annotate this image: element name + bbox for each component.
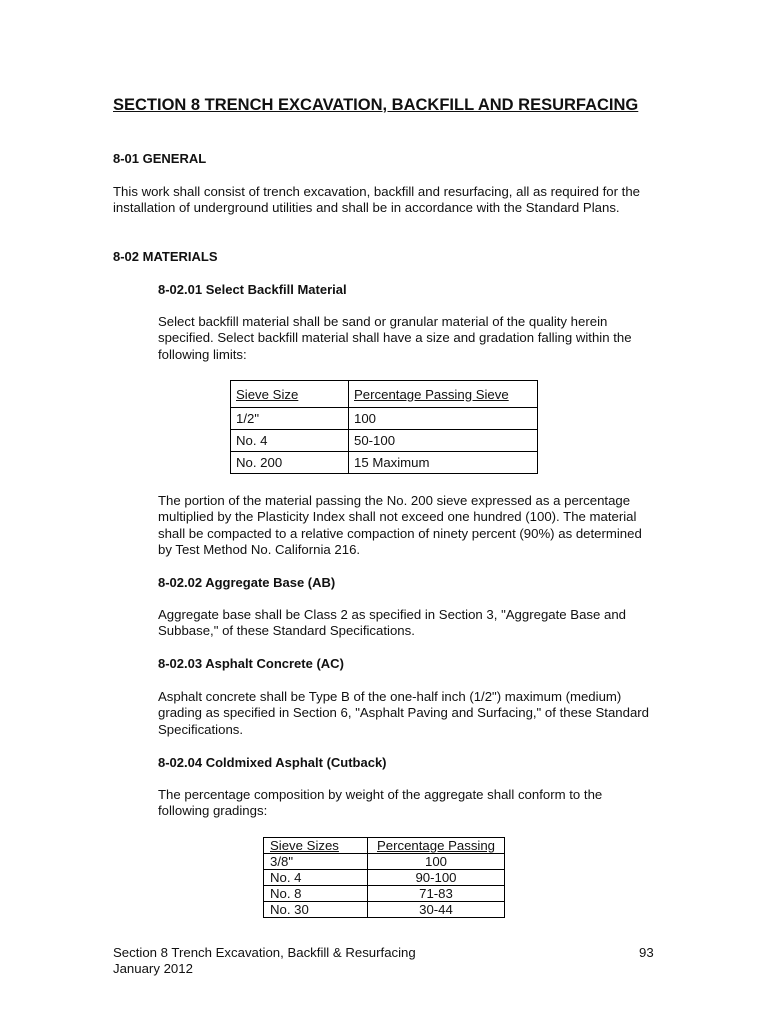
table-row bbox=[264, 870, 505, 886]
table-cell: 50-100 bbox=[349, 430, 538, 452]
table-row bbox=[264, 854, 505, 870]
table-row bbox=[264, 886, 505, 902]
table-row bbox=[231, 430, 538, 452]
section-title: SECTION 8 TRENCH EXCAVATION, BACKFILL AND RESURFACING bbox=[113, 96, 639, 114]
table-header-row bbox=[264, 838, 505, 854]
select-backfill-note: The portion of the material passing the No. 200 sieve expressed as a percentage multiplied by the Plasticity Index shall not exceed one hundred (100). The material shall be compacted to a relative compaction of ninety percent (90%) as determined by Test Method No. California 216. bbox=[158, 493, 642, 558]
table-cell: No. 30 bbox=[264, 902, 368, 918]
table-cell: 15 Maximum bbox=[349, 452, 538, 474]
coldmixed-table bbox=[263, 837, 505, 918]
table-cell: 90-100 bbox=[368, 870, 505, 886]
table-row bbox=[264, 902, 505, 918]
table-row bbox=[231, 408, 538, 430]
table-cell: 30-44 bbox=[368, 902, 505, 918]
asphalt-concrete-heading: 8-02.03 Asphalt Concrete (AC) bbox=[158, 656, 344, 671]
table-header-cell: Sieve Sizes bbox=[264, 838, 368, 854]
page-number: 93 bbox=[639, 945, 654, 960]
general-heading: 8-01 GENERAL bbox=[113, 151, 207, 166]
table-cell: 3/8" bbox=[264, 854, 368, 870]
table-cell: No. 8 bbox=[264, 886, 368, 902]
coldmixed-heading: 8-02.04 Coldmixed Asphalt (Cutback) bbox=[158, 755, 387, 770]
table-header-cell: Percentage Passing Sieve bbox=[349, 381, 538, 408]
table-cell: 1/2" bbox=[231, 408, 349, 430]
table-cell: No. 4 bbox=[231, 430, 349, 452]
table-header-cell: Percentage Passing bbox=[368, 838, 505, 854]
aggregate-base-text: Aggregate base shall be Class 2 as specified in Section 3, "Aggregate Base and Subbase," of these Standard Specifications. bbox=[158, 607, 627, 639]
table-cell: No. 4 bbox=[264, 870, 368, 886]
table-cell: No. 200 bbox=[231, 452, 349, 474]
general-text: This work shall consist of trench excavation, backfill and resurfacing, all as required for the installation of underground utilities and shall be in accordance with the Standard Plans. bbox=[113, 184, 641, 216]
footer-title: Section 8 Trench Excavation, Backfill & Resurfacing bbox=[113, 945, 416, 960]
aggregate-base-heading: 8-02.02 Aggregate Base (AB) bbox=[158, 575, 336, 590]
table-row bbox=[231, 452, 538, 474]
table-cell: 71-83 bbox=[368, 886, 505, 902]
table-header-row bbox=[231, 381, 538, 408]
table-header-cell: Sieve Size bbox=[231, 381, 349, 408]
select-backfill-table bbox=[230, 380, 538, 474]
asphalt-concrete-text: Asphalt concrete shall be Type B of the one-half inch (1/2") maximum (medium) grading as specified in Section 6, "Asphalt Paving and Surfacing," of these Standard Specifications. bbox=[158, 689, 650, 737]
select-backfill-heading: 8-02.01 Select Backfill Material bbox=[158, 282, 347, 297]
table-cell: 100 bbox=[368, 854, 505, 870]
materials-heading: 8-02 MATERIALS bbox=[113, 249, 218, 264]
coldmixed-text: The percentage composition by weight of the aggregate shall conform to the following gradings: bbox=[158, 787, 603, 819]
footer-date: January 2012 bbox=[113, 961, 193, 976]
table-cell: 100 bbox=[349, 408, 538, 430]
select-backfill-text: Select backfill material shall be sand or granular material of the quality herein specified. Select backfill material shall have a size and gradation falling within the following limits: bbox=[158, 314, 632, 362]
